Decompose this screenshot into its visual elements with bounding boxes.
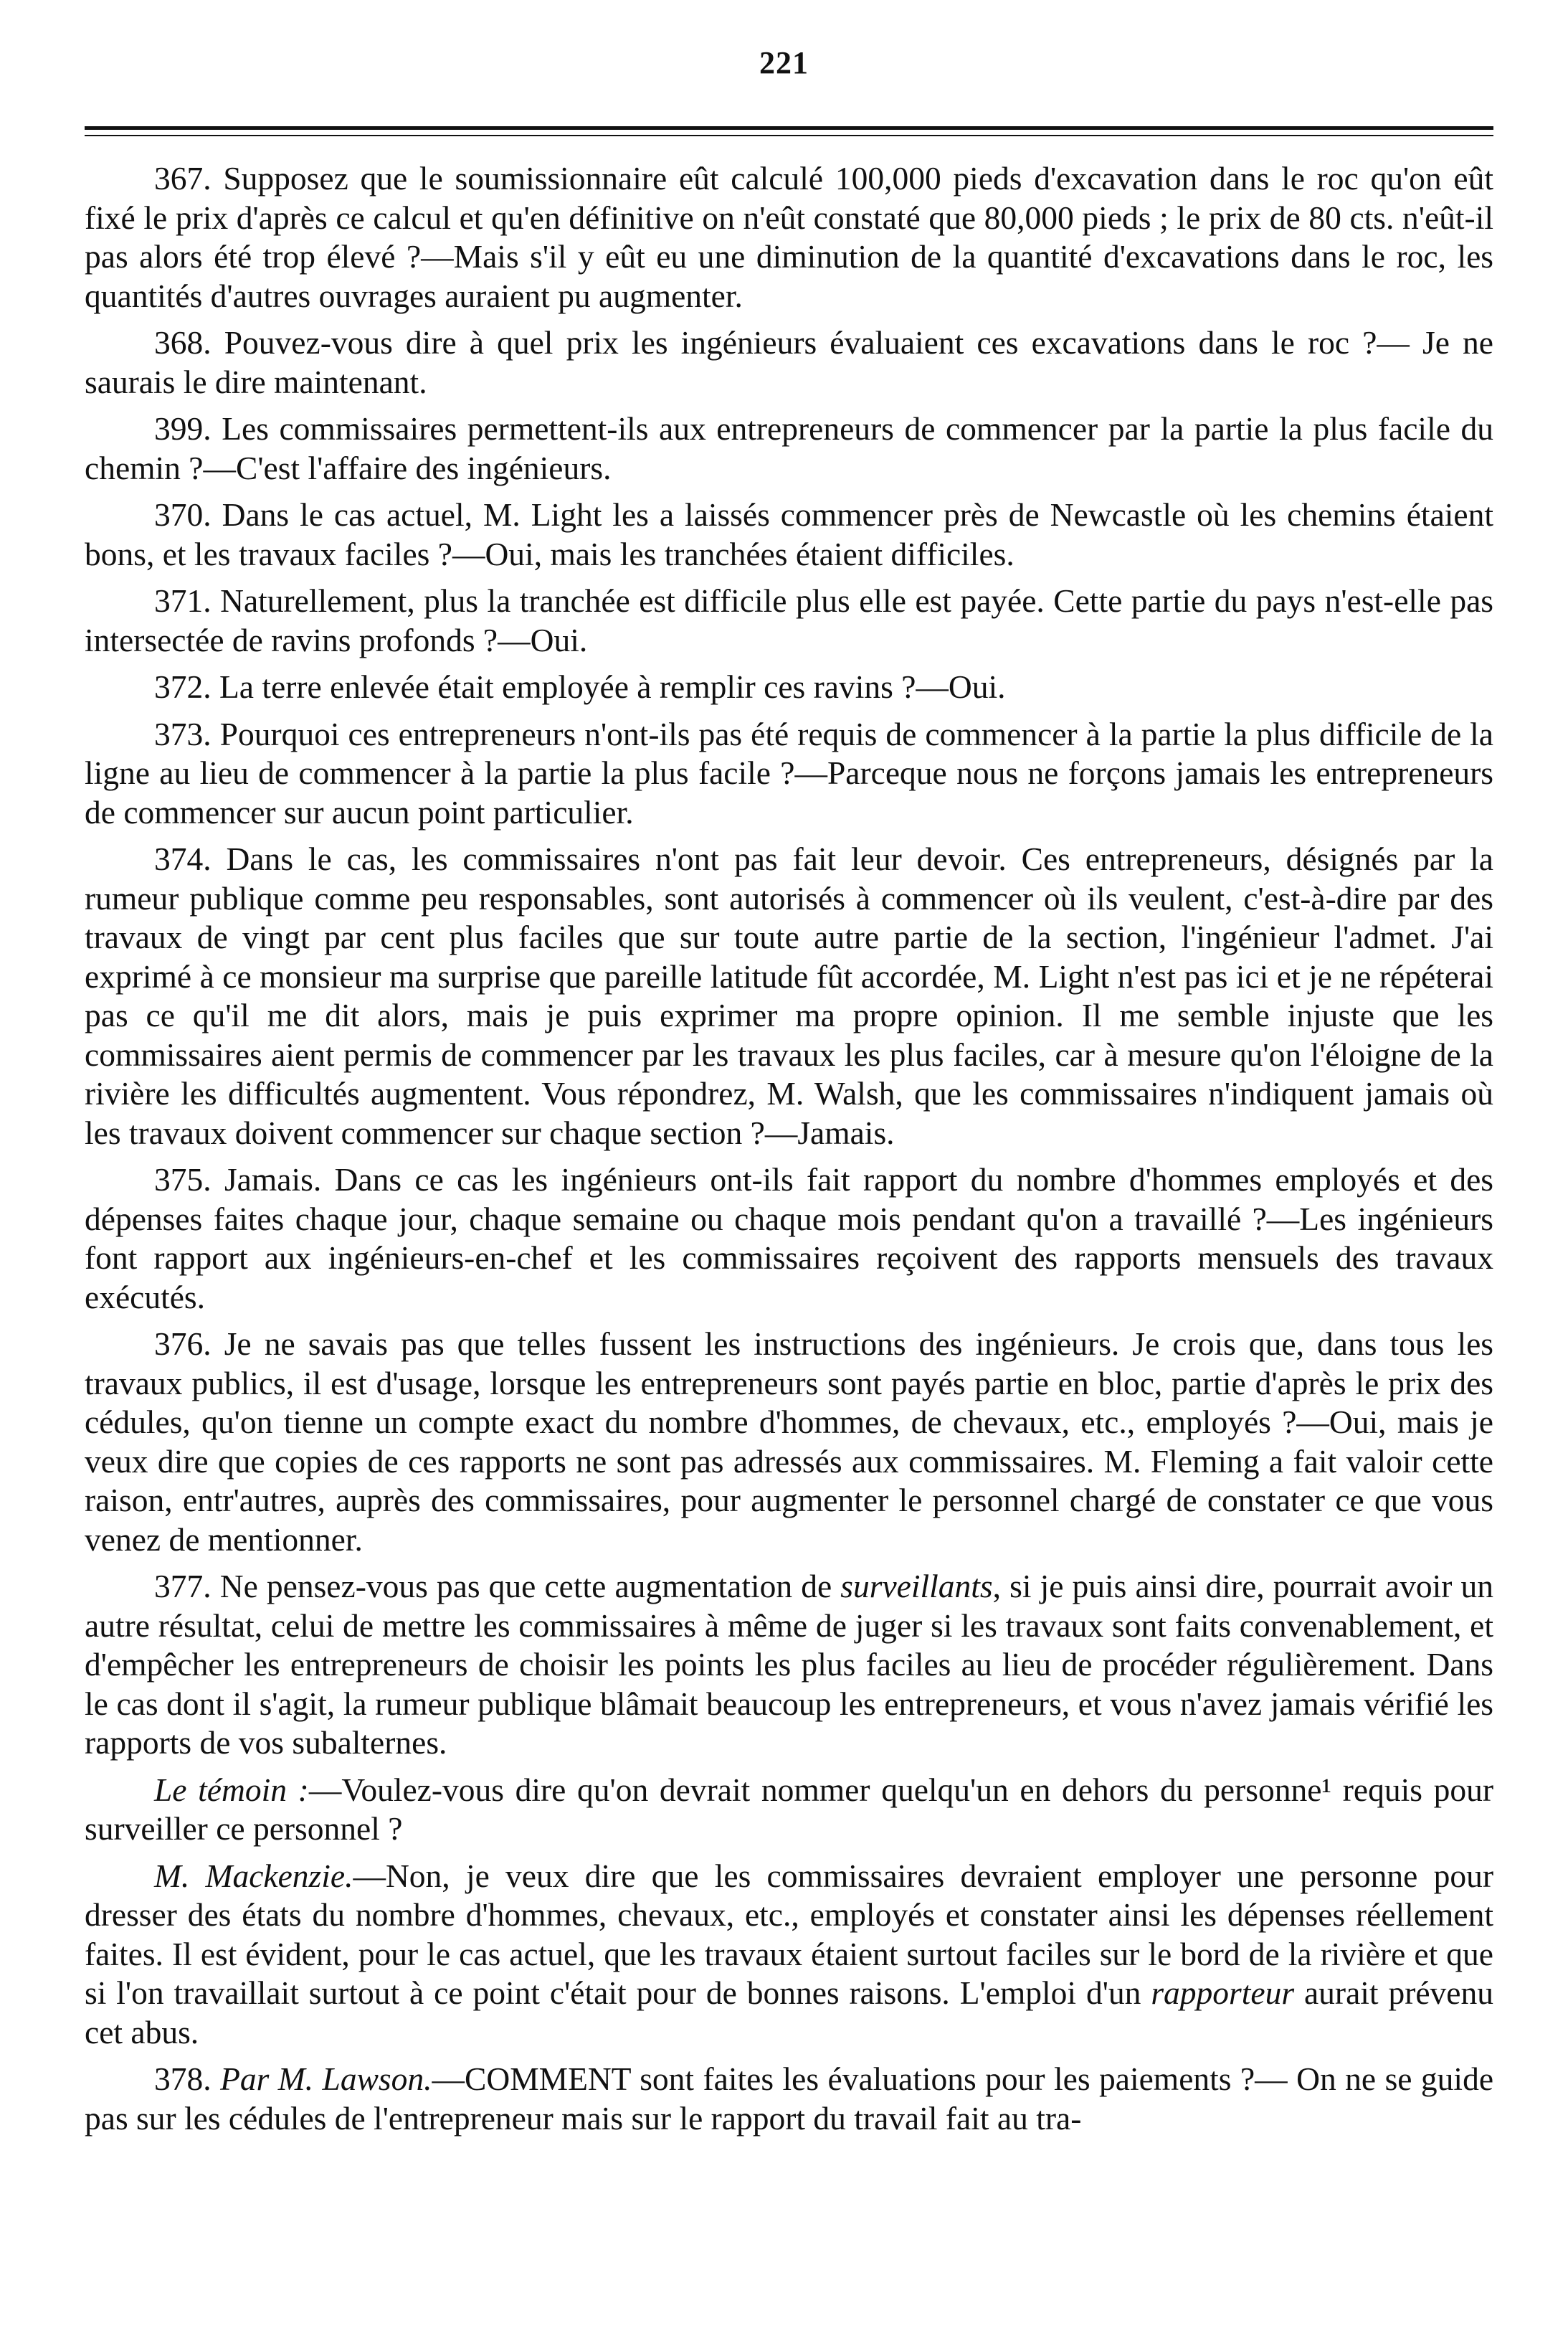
paragraph-text: —Non, je veux dire que les commissaires devraient employer une personne pour dresser des états du nombre d'hommes, chevaux, etc., employés et constater ainsi les dépenses réellement faites. Il est évident, pour le cas actuel, que les travaux étaient surtout faciles sur le bord de la rivière et que si l'on travaillait surtout à ce point c'était pour de bonnes raisons. L'emploi d'un: [85, 1857, 1493, 2011]
paragraph-text-tail: aurait prévenu cet abus.: [85, 1974, 1494, 2050]
paragraph-text: Je ne savais pas que telles fussent les instructions des ingénieurs. Je crois que, dans tous les travaux publics, il est d'usage, lorsque les entrepreneurs sont payés partie en bloc, partie d'après le prix des cédules, qu'on tienne un compte exact du nombre d'hommes, de chevaux, etc., employés ?—Oui, mais je veux dire que copies de ces rapports ne sont pas adressés aux commissaires. M. Fleming a fait valoir cette raison, entr'autres, auprès des commissaires, pour augmenter le personnel chargé de constater ce que vous venez de mentionner.: [85, 1325, 1493, 1558]
header-rule-thick: [85, 126, 1493, 130]
paragraph-emphasis: surveillants: [840, 1568, 993, 1604]
paragraph-368: [85, 323, 1493, 402]
paragraph-number: 373.: [154, 715, 212, 752]
paragraph-number: 377.: [154, 1568, 212, 1604]
paragraph-376: [85, 1325, 1493, 1559]
paragraph-378: [85, 2060, 1493, 2138]
speaker-label: M. Mackenzie.: [154, 1857, 353, 1894]
paragraph-mackenzie: [85, 1857, 1493, 2053]
paragraph-number: 370.: [154, 496, 212, 533]
paragraph-text: Jamais. Dans ce cas les ingénieurs ont-ils fait rapport du nombre d'hommes employés et des dépenses faites chaque jour, chaque semaine ou chaque mois pendant qu'on a travaillé ?—Les ingénieurs font rapport aux ingénieurs-en-chef et les commissaires reçoivent des rapports mensuels des travaux exécutés.: [85, 1161, 1493, 1315]
paragraph-text: —COMMENT sont faites les évaluations pour les paiements ?— On ne se guide pas sur les cédules de l'entrepreneur mais sur le rapport du travail fait au tra-: [85, 2060, 1494, 2137]
paragraph-number: 374.: [154, 841, 212, 877]
paragraph-text: La terre enlevée était employée à remplir ces ravins ?—Oui.: [211, 668, 1006, 705]
paragraph-370: [85, 496, 1493, 574]
paragraph-text: Ne pensez-vous pas que cette augmentation de: [211, 1568, 841, 1604]
paragraph-367: [85, 159, 1493, 316]
paragraph-number: 375.: [154, 1161, 212, 1198]
page-number: 221: [759, 45, 809, 80]
paragraph-text: Dans le cas actuel, M. Light les a laissés commencer près de Newcastle où les chemins étaient bons, et les travaux faciles ?—Oui, mais les tranchées étaient difficiles.: [85, 496, 1493, 572]
paragraph-number: 368.: [154, 324, 212, 361]
speaker-label: Le témoin :: [154, 1771, 309, 1808]
paragraph-text: —Voulez-vous dire qu'on devrait nommer quelqu'un en dehors du personne¹ requis pour surveiller ce personnel ?: [85, 1771, 1493, 1847]
header-rule-thin: [85, 135, 1493, 136]
paragraph-text: Naturellement, plus la tranchée est difficile plus elle est payée. Cette partie du pays n'est-elle pas intersectée de ravins profonds ?—Oui.: [85, 582, 1493, 658]
paragraph-number: 372.: [154, 668, 212, 705]
paragraph-number: 367.: [154, 160, 212, 197]
paragraph-text: Pouvez-vous dire à quel prix les ingénieurs évaluaient ces excavations dans le roc ?— Je ne saurais le dire maintenant.: [85, 324, 1493, 400]
paragraph-number: 399.: [154, 410, 212, 447]
paragraph-text: Dans le cas, les commissaires n'ont pas fait leur devoir. Ces entrepreneurs, désignés par la rumeur publique comme peu responsables, sont autorisés à commencer où ils veulent, c'est-à-dire par des travaux de vingt par cent plus faciles que sur toute autre partie de la section, l'ingénieur l'admet. J'ai exprimé à ce monsieur ma surprise que pareille latitude fût accordée, M. Light n'est pas ici et je ne répéterai pas ce qu'il me dit alors, mais je puis exprimer ma propre opinion. Il me semble injuste que les commissaires aient permis de commencer par les travaux les plus faciles, car à mesure qu'on l'éloigne de la rivière les difficultés augmentent. Vous répondrez, M. Walsh, que les commissaires n'indiquent jamais où les travaux doivent commencer sur chaque section ?—Jamais.: [85, 841, 1493, 1151]
speaker-label: Par M. Lawson.: [211, 2060, 432, 2097]
text-body: [85, 159, 1493, 2146]
paragraph-text-tail: , si je puis ainsi dire, pourrait avoir un autre résultat, celui de mettre les commissaires à même de juger si les travaux sont faits convenablement, et d'empêcher les entrepreneurs de choisir les points les plus faciles au lieu de procéder régulièrement. Dans le cas dont il s'agit, la rumeur publique blâmait beaucoup les entrepreneurs, et vous n'avez jamais vérifié les rapports de vos subalternes.: [85, 1568, 1493, 1761]
paragraph-377: [85, 1567, 1493, 1763]
paragraph-number: 376.: [154, 1325, 212, 1362]
paragraph-text: Supposez que le soumissionnaire eût calculé 100,000 pieds d'excavation dans le roc qu'on eût fixé le prix d'après ce calcul et qu'en définitive on n'eût constaté que 80,000 pieds ; le prix de 80 cts. n'eût-il pas alors été trop élevé ?—Mais s'il y eût eu une diminution de la quantité d'excavations dans le roc, les quantités d'autres ouvrages auraient pu augmenter.: [85, 160, 1493, 314]
paragraph-374: [85, 840, 1493, 1153]
paragraph-emphasis: rapporteur: [1151, 1974, 1295, 2011]
paragraph-number: 378.: [154, 2060, 212, 2097]
paragraph-number: 371.: [154, 582, 212, 619]
paragraph-375: [85, 1160, 1493, 1317]
paragraph-witness: [85, 1771, 1493, 1849]
paragraph-text: Pourquoi ces entrepreneurs n'ont-ils pas été requis de commencer à la partie la plus difficile de la ligne au lieu de commencer à la partie la plus facile ?—Parceque nous ne forçons jamais les entrepreneurs de commencer sur aucun point particulier.: [85, 715, 1493, 831]
paragraph-371: [85, 582, 1493, 660]
paragraph-373: [85, 715, 1493, 833]
paragraph-text: Les commissaires permettent-ils aux entrepreneurs de commencer par la partie la plus facile du chemin ?—C'est l'affaire des ingénieurs.: [85, 410, 1493, 486]
paragraph-399: [85, 410, 1493, 488]
paragraph-372: [85, 668, 1493, 707]
